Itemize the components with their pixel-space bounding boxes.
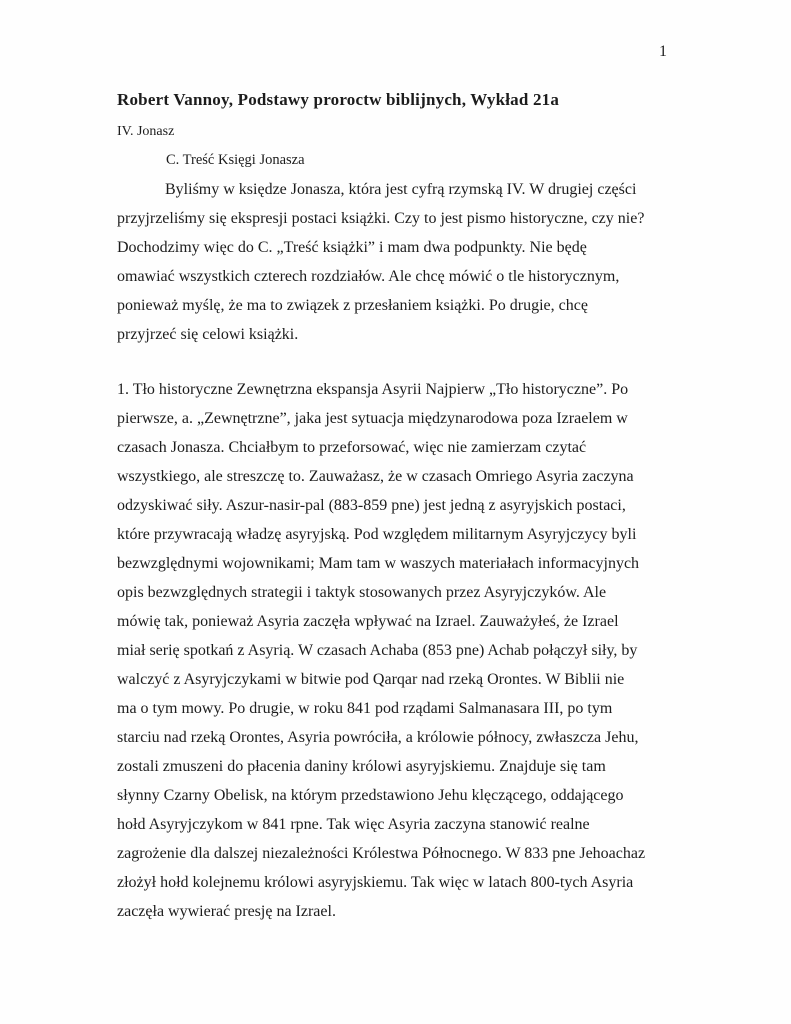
text-line: złożył hołd kolejnemu królowi asyryjskiemu. Tak więc w latach 800-tych Asyria bbox=[117, 874, 634, 891]
paragraphs bbox=[117, 175, 717, 926]
text-line: 1. Tło historyczne Zewnętrzna ekspansja Asyrii Najpierw „Tło historyczne”. Po bbox=[117, 381, 629, 398]
text-line: walczyć z Asyryjczykami w bitwie pod Qarqar nad rzeką Orontes. W Biblii nie bbox=[117, 671, 625, 688]
page-number: 1 bbox=[659, 43, 667, 60]
text-line: zaczęła wywierać presję na Izrael. bbox=[117, 903, 336, 920]
text-line: odzyskiwać siły. Aszur-nasir-pal (883-859 pne) jest jedną z asyryjskich postaci, bbox=[117, 497, 626, 514]
text-line: hołd Asyryjczykom w 841 rpne. Tak więc Asyria zaczyna stanowić realne bbox=[117, 816, 590, 833]
text-line: ma o tym mowy. Po drugie, w roku 841 pod rządami Salmanasara III, po tym bbox=[117, 700, 613, 717]
text-line: miał serię spotkań z Asyrią. W czasach Achaba (853 pne) Achab połączył siły, by bbox=[117, 642, 638, 659]
text-line: bezwzględnymi wojownikami; Mam tam w waszych materiałach informacyjnych bbox=[117, 555, 640, 572]
paragraph bbox=[117, 375, 717, 926]
section-heading: C. Treść Księgi Jonasza bbox=[166, 152, 305, 168]
text-line: które przywracają władzę asyryjską. Pod względem militarnym Asyryjczycy byli bbox=[117, 526, 637, 543]
document-body bbox=[117, 90, 717, 926]
text-line: słynny Czarny Obelisk, na którym przedstawiono Jehu klęczącego, oddającego bbox=[117, 787, 624, 804]
text-line: zagrożenie dla dalszej niezależności Królestwa Północnego. W 833 pne Jehoachaz bbox=[117, 845, 646, 862]
text-line: pierwsze, a. „Zewnętrzne”, jaka jest sytuacja międzynarodowa poza Izraelem w bbox=[117, 410, 628, 427]
outline-item: IV. Jonasz bbox=[117, 124, 175, 139]
text-line: zostali zmuszeni do płacenia daniny królowi asyryjskiemu. Znajduje się tam bbox=[117, 758, 606, 775]
text-line: Dochodzimy więc do C. „Treść książki” i mam dwa podpunkty. Nie będę bbox=[117, 239, 587, 256]
text-line: Byliśmy w księdze Jonasza, która jest cyfrą rzymską IV. W drugiej części bbox=[165, 181, 637, 198]
document-title: Robert Vannoy, Podstawy proroctw biblijnych, Wykład 21a bbox=[117, 90, 560, 109]
text-line: przyjrzeliśmy się ekspresji postaci książki. Czy to jest pismo historyczne, czy nie? bbox=[117, 210, 645, 227]
paragraph bbox=[117, 175, 717, 349]
text-line: opis bezwzględnych strategii i taktyk stosowanych przez Asyryjczyków. Ale bbox=[117, 584, 607, 601]
text-line: wszystkiego, ale streszczę to. Zauważasz, że w czasach Omriego Asyria zaczyna bbox=[117, 468, 634, 485]
text-line: omawiać wszystkich czterech rozdziałów. Ale chcę mówić o tle historycznym, bbox=[117, 268, 620, 285]
text-line: starciu nad rzeką Orontes, Asyria powróciła, a królowie północy, zwłaszcza Jehu, bbox=[117, 729, 639, 746]
text-line: czasach Jonasza. Chciałbym to przeforsować, więc nie zamierzam czytać bbox=[117, 439, 587, 456]
text-line: mówię tak, ponieważ Asyria zaczęła wpływać na Izrael. Zauważyłeś, że Izrael bbox=[117, 613, 619, 630]
text-line: przyjrzeć się celowi książki. bbox=[117, 326, 299, 343]
text-line: ponieważ myślę, że ma to związek z przesłaniem książki. Po drugie, chcę bbox=[117, 297, 588, 314]
